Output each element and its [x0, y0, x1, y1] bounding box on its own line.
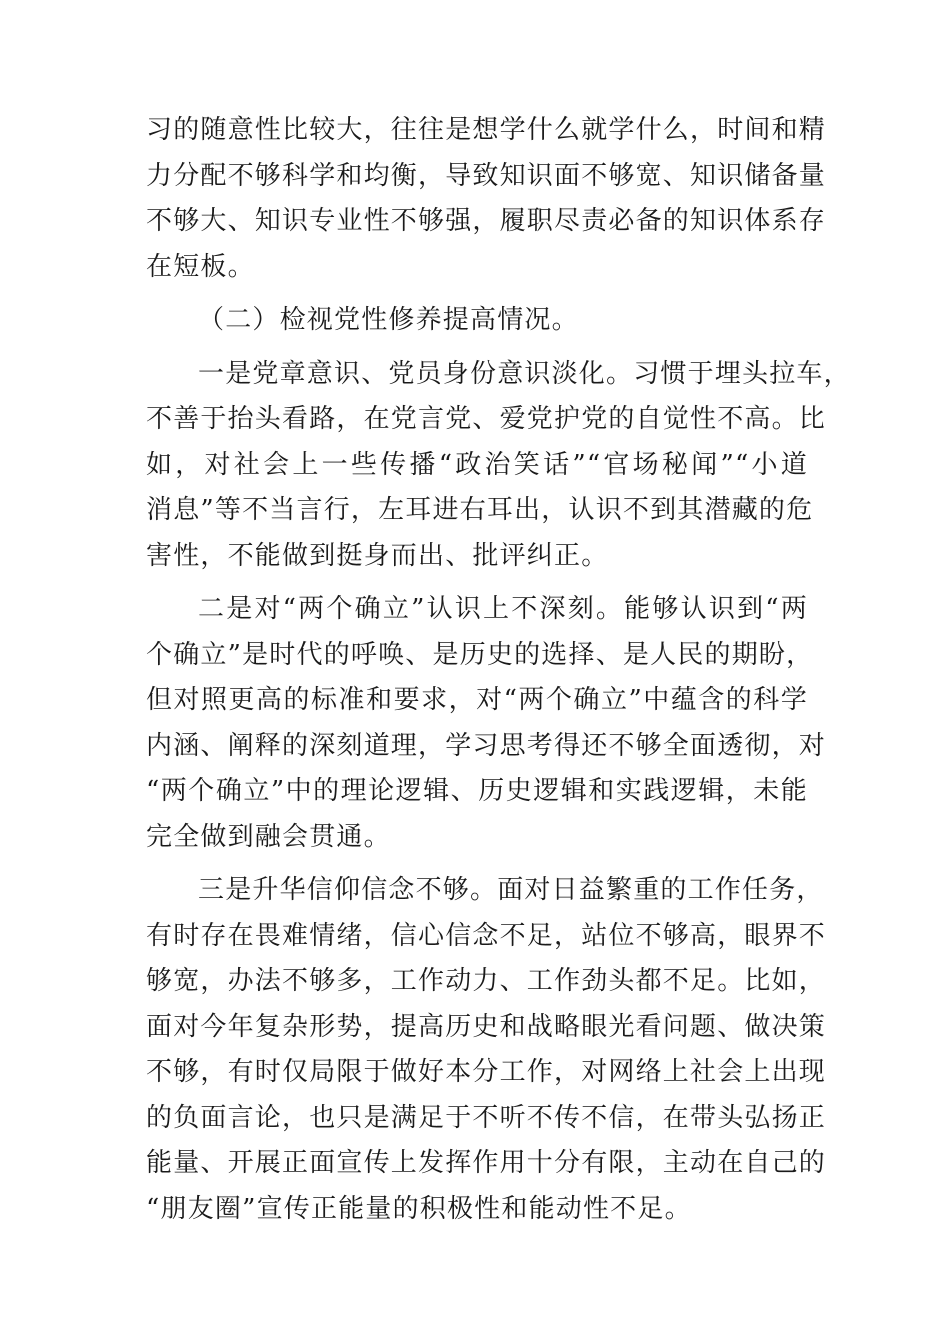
text-line: 有时存在畏难情绪，信心信念不足，站位不够高，眼界不 — [146, 920, 827, 951]
text-line: 个确立”是时代的呼唤、是历史的选择、是人民的期盼， — [146, 639, 814, 670]
text-line: 面对今年复杂形势，提高历史和战略眼光看问题、做决策 — [146, 1011, 827, 1042]
text-line: 力分配不够科学和均衡，导致知识面不够宽、知识储备量 — [146, 160, 827, 191]
text-line: 够宽，办法不够多，工作动力、工作劲头都不足。比如， — [146, 966, 827, 996]
text-line: 一是党章意识、党员身份意识淡化。习惯于埋头拉车， — [198, 358, 851, 389]
text-line: “朋友圈”宣传正能量的积极性和能动性不足。 — [146, 1193, 692, 1224]
paragraph-point-1 — [146, 352, 851, 580]
text-line: 完全做到融会贯通。 — [146, 821, 391, 852]
text-line: 不善于抬头看路，在党言党、爱党护党的自觉性不高。比 — [146, 404, 827, 434]
document-body — [146, 108, 851, 1240]
text-line: 二是对“两个确立”认识上不深刻。能够认识到“两 — [198, 594, 808, 624]
section-heading-text: （二）检视党性修养提高情况。 — [198, 305, 579, 335]
text-line: 如，对社会上一些传播“政治笑话”“官场秘闻”“小道 — [146, 449, 808, 480]
text-line: 能量、开展正面宣传上发挥作用十分有限，主动在自己的 — [146, 1148, 827, 1178]
text-line: 消息”等不当言行，左耳进右耳出，认识不到其潜藏的危 — [146, 495, 814, 525]
paragraph-study-randomness — [146, 108, 827, 290]
text-line: 不够大、知识专业性不够强，履职尽责必备的知识体系存 — [146, 206, 827, 236]
text-line: 在短板。 — [146, 251, 255, 282]
paragraph-point-3 — [146, 868, 827, 1232]
text-line: “两个确立”中的理论逻辑、历史逻辑和实践逻辑，未能 — [146, 776, 808, 806]
text-line: 的负面言论，也只是满足于不听不传不信，在带头弘扬正 — [146, 1102, 827, 1133]
paragraph-point-2 — [146, 587, 827, 860]
text-line: 不够，有时仅局限于做好本分工作，对网络上社会上出现 — [146, 1057, 827, 1087]
text-line: 但对照更高的标准和要求，对“两个确立”中蕴含的科学 — [146, 685, 808, 715]
text-line: 三是升华信仰信念不够。面对日益繁重的工作任务， — [198, 875, 824, 905]
section-heading — [146, 298, 808, 344]
text-line: 内涵、阐释的深刻道理，学习思考得还不够全面透彻，对 — [146, 730, 827, 761]
text-line: 习的随意性比较大，往往是想学什么就学什么，时间和精 — [146, 115, 827, 145]
text-line: 害性，不能做到挺身而出、批评纠正。 — [146, 540, 609, 571]
